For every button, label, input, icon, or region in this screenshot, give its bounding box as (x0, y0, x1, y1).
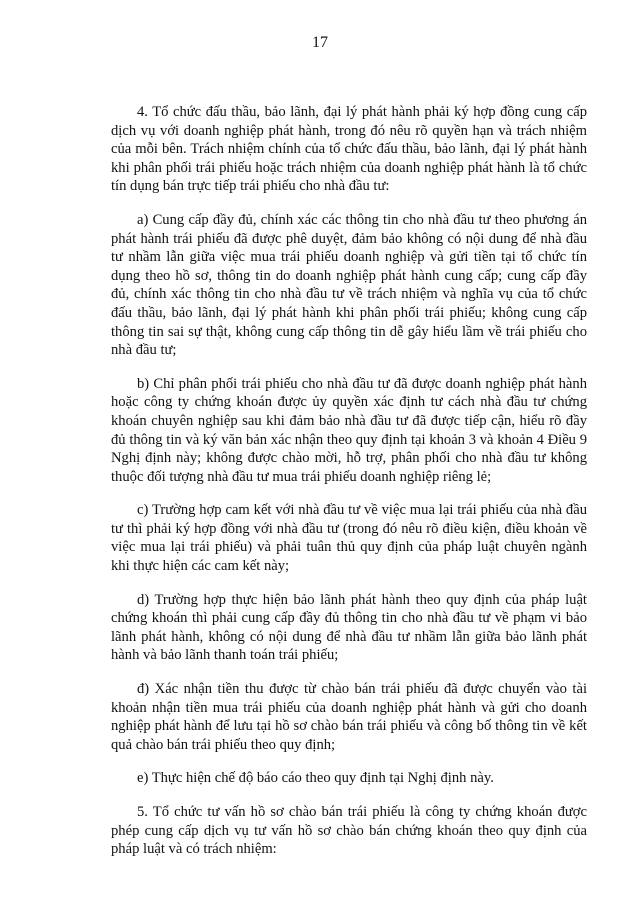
paragraph-5: 5. Tổ chức tư vấn hồ sơ chào bán trái phiếu là công ty chứng khoán được phép cung cấp dịch vụ tư vấn hồ sơ chào bán chứng khoán theo quy định của pháp luật và có trách nhiệm: (111, 804, 587, 858)
paragraph-a: a) Cung cấp đầy đủ, chính xác các thông tin cho nhà đầu tư theo phương án phát hành trái phiếu đã được phê duyệt, đảm bảo không có nội dung để nhà đầu tư nhầm lẫn giữa việc mua trái phiếu doanh nghiệp và gửi tiền tại tổ chức tín dụng theo hồ sơ, thông tin do doanh nghiệp phát hành cung cấp; cung cấp đầy đủ, chính xác thông tin cho nhà đầu tư về trách nhiệm và nghĩa vụ của tổ chức đấu thầu, bảo lãnh, đại lý phát hành khi phân phối trái phiếu; không cung cấp thông tin sai sự thật, không cung cấp thông tin dễ gây hiểu lầm về trái phiếu cho nhà đầu tư; (111, 211, 587, 359)
paragraph-d: d) Trường hợp thực hiện bảo lãnh phát hành theo quy định của pháp luật chứng khoán thì phải cung cấp đầy đủ thông tin cho nhà đầu tư về phạm vi bảo lãnh phát hành, không có nội dung để nhà đầu tư nhầm lẫn giữa bảo lãnh phát hành và bảo lãnh thanh toán trái phiếu; (111, 591, 587, 664)
paragraph-4: 4. Tổ chức đấu thầu, bảo lãnh, đại lý phát hành phải ký hợp đồng cung cấp dịch vụ với doanh nghiệp phát hành, trong đó nêu rõ quyền hạn và trách nhiệm của mỗi bên. Trách nhiệm chính của tổ chức đấu thầu, bảo lãnh, đại lý phát hành khi phân phối trái phiếu hoặc trách nhiệm của doanh nghiệp phát hành là tổ chức tín dụng bán trực tiếp trái phiếu cho nhà đầu tư: (111, 104, 587, 195)
paragraph-dd: đ) Xác nhận tiền thu được từ chào bán trái phiếu đã được chuyển vào tài khoản nhận tiền mua trái phiếu của doanh nghiệp phát hành và gửi cho doanh nghiệp phát hành để lưu tại hồ sơ chào bán trái phiếu và công bố thông tin về kết quả chào bán trái phiếu theo quy định; (111, 681, 587, 753)
paragraph-e: e) Thực hiện chế độ báo cáo theo quy định tại Nghị định này. (137, 770, 494, 787)
document-body (111, 103, 587, 874)
paragraph-b: b) Chỉ phân phối trái phiếu cho nhà đầu tư đã được doanh nghiệp phát hành hoặc công ty chứng khoán được ủy quyền xác định tư cách nhà đầu tư chứng khoán chuyên nghiệp sau khi đảm bảo nhà đầu tư đã được tiếp cận, hiểu rõ đầy đủ thông tin và ký văn bản xác nhận theo quy định tại khoản 3 và khoản 4 Điều 9 Nghị định này; không được chào mời, hỗ trợ, phân phối cho nhà đầu tư không thuộc đối tượng nhà đầu tư mua trái phiếu doanh nghiệp riêng lẻ; (111, 375, 587, 485)
paragraph-c: c) Trường hợp cam kết với nhà đầu tư về việc mua lại trái phiếu của nhà đầu tư thì phải ký hợp đồng với nhà đầu tư (trong đó nêu rõ điều kiện, điều khoản về việc mua lại trái phiếu) và phải tuân thủ quy định của pháp luật chuyên ngành khi thực hiện các cam kết này; (111, 502, 587, 575)
page-number: 17 (312, 34, 328, 51)
